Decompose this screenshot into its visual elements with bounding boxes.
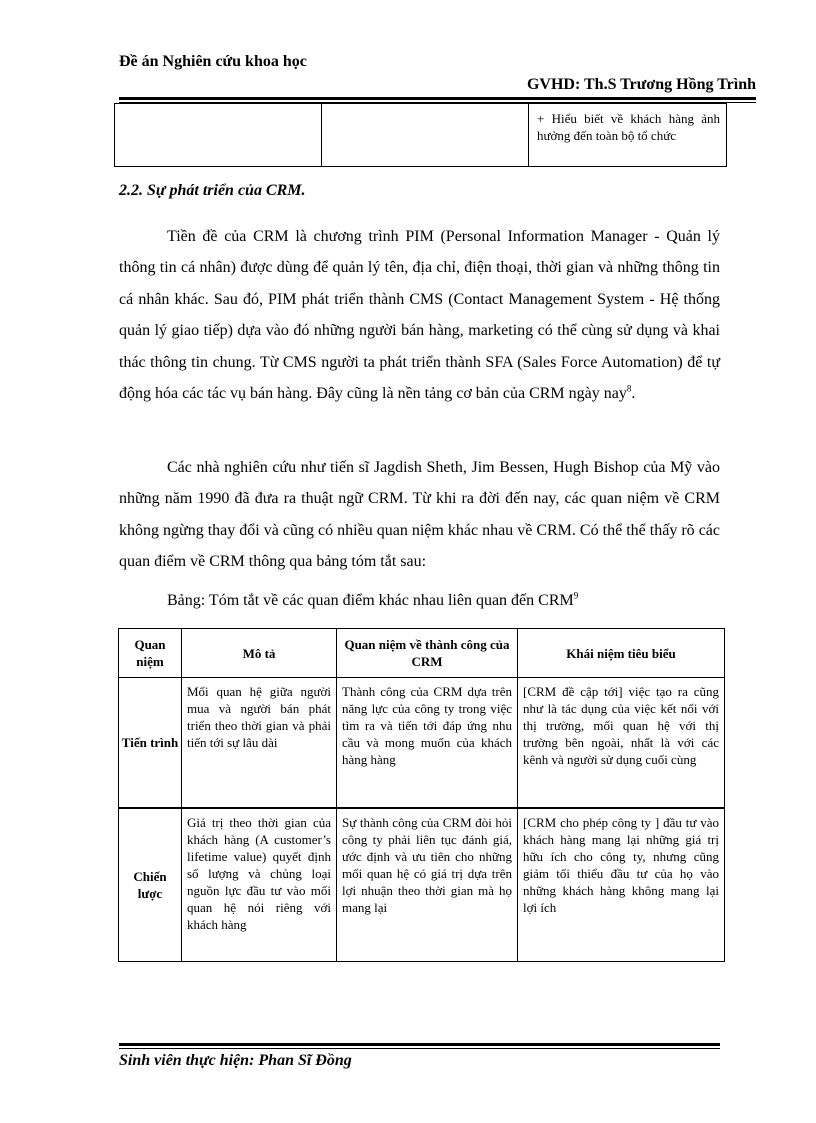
table-caption [167, 592, 578, 610]
table-header-row [119, 629, 725, 678]
row-label: Chiến lược [119, 808, 182, 962]
footnote-ref[interactable]: 8 [626, 383, 632, 394]
table-cell: [CRM đề cập tới] việc tạo ra cũng như là tác dụng của việc kết nối với thị trường, mối quan hệ với thị trường bên ngoài, nhất là với các kênh và người sử dụng cuối cùng [518, 678, 725, 809]
table-row [115, 104, 727, 167]
table-row [119, 678, 725, 809]
header-rule-thick [119, 97, 756, 100]
paragraph-end: . [631, 385, 636, 403]
caption-text: Bảng: Tóm tắt về các quan điểm khác nhau liên quan đến CRM [167, 592, 574, 609]
continued-table [114, 103, 727, 167]
table-cell: Sự thành công của CRM đòi hỏi công ty phải liên tục đánh giá, ước định và ưu tiên cho những mối quan hệ có giá trị dựa trên lợi nhuận theo thời gian mà họ mang lại [337, 808, 518, 962]
document-title: Đề án Nghiên cứu khoa học [119, 53, 307, 70]
table-row [119, 808, 725, 962]
empty-cell [115, 104, 322, 167]
row-label: Tiến trình [119, 678, 182, 809]
table-cell: Mối quan hệ giữa người mua và người bán phát triển theo thời gian và phải tiến tới sự lâu dài [182, 678, 337, 809]
section-heading: 2.2. Sự phát triển của CRM. [119, 182, 306, 199]
empty-cell [322, 104, 529, 167]
footer-rule-thin [119, 1048, 720, 1049]
supervisor-name: GVHD: Th.S Trương Hồng Trình [526, 76, 756, 93]
paragraph [119, 221, 720, 409]
table-cell: Giá trị theo thời gian của khách hàng (A customer’s lifetime value) quyết định số lượng và chủng loại nguồn lực đầu tư vào mối quan hệ nói riêng với khách hàng [182, 808, 337, 962]
footer-rule-thick [119, 1043, 720, 1046]
table-cell: + Hiểu biết về khách hàng ảnh hưởng đến toàn bộ tổ chức [529, 104, 727, 167]
column-header: Mô tả [182, 629, 337, 678]
column-header: Khái niệm tiêu biểu [518, 629, 725, 678]
crm-views-table [118, 628, 725, 962]
footnote-ref[interactable]: 9 [573, 590, 579, 601]
student-name: Sinh viên thực hiện: Phan Sĩ Đồng [119, 1052, 352, 1069]
table-cell: Thành công của CRM dựa trên năng lực của công ty trong việc tìm ra và tiến tới đáp ứng nhu cầu và mong muốn của khách hàng hàng [337, 678, 518, 809]
table-cell: [CRM cho phép công ty ] đầu tư vào khách hàng mang lại những giá trị hữu ích cho công ty, nhưng cũng giảm tối thiểu đầu tư của họ vào những khách hàng không mang lại lợi ích [518, 808, 725, 962]
column-header: Quan niệm [119, 629, 182, 678]
column-header: Quan niệm về thành công của CRM [337, 629, 518, 678]
paragraph-text: Tiền đề của CRM là chương trình PIM (Personal Information Manager - Quản lý thông tin cá nhân) được dùng để quản lý tên, địa chỉ, điện thoại, thời gian và những thông tin cá nhân khác. Sau đó, PIM phát triển thành CMS (Contact Management System - Hệ thống quản lý giao tiếp) dựa vào đó những người bán hàng, marketing có thể cùng sử dụng và khai thác thông tin chung. Từ CMS người ta phát triển thành SFA (Sales Force Automation) để tự động hóa các tác vụ bán hàng. Đây cũng là nền tảng cơ bản của CRM ngày nay [119, 228, 720, 403]
paragraph: Các nhà nghiên cứu như tiến sĩ Jagdish Sheth, Jim Bessen, Hugh Bishop của Mỹ vào những năm 1990 đã đưa ra thuật ngữ CRM. Từ khi ra đời đến nay, các quan niệm về CRM không ngừng thay đổi và cũng có nhiều quan niệm khác nhau về CRM. Có thể thể thấy rõ các quan điểm về CRM thông qua bảng tóm tắt sau: [119, 459, 720, 571]
